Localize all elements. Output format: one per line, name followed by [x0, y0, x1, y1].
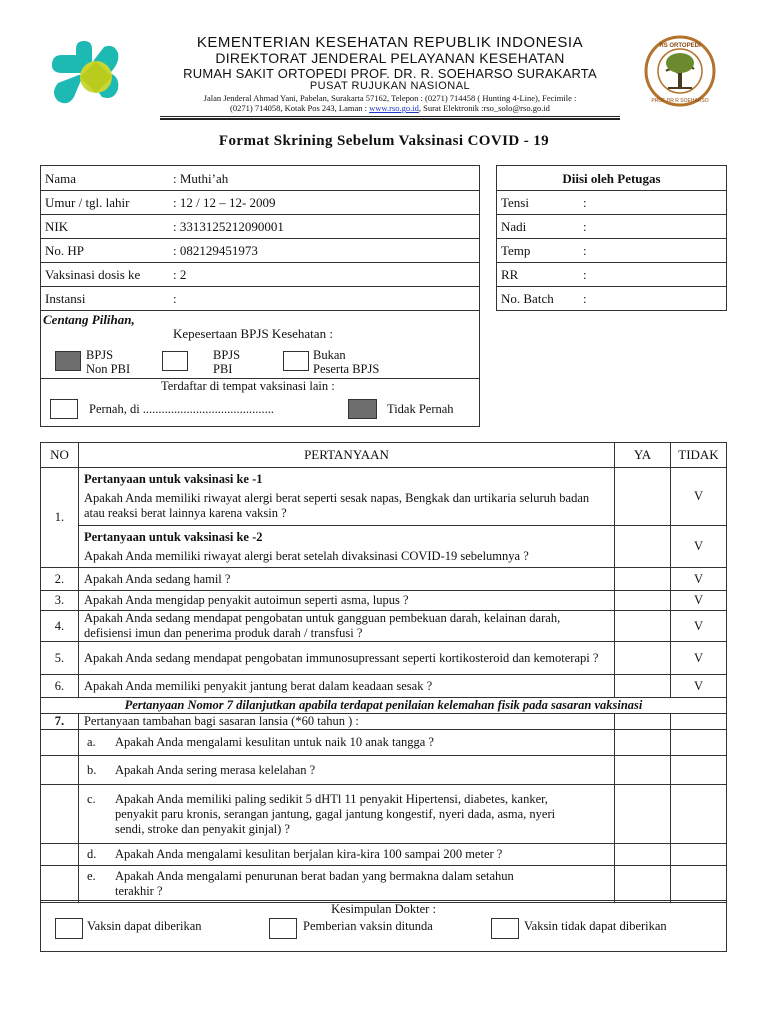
value-nadi: :: [583, 219, 587, 234]
question-cell: b. Apakah Anda sering merasa kelelahan ?: [78, 756, 614, 785]
question-cell: Pertanyaan untuk vaksinasi ke -2 Apakah Anda memiliki riwayat alergi berat setelah divaksinasi COVID-19 sebelumnya ?: [78, 526, 614, 568]
answer-tidak[interactable]: [670, 714, 726, 730]
label-nik: NIK: [45, 219, 69, 234]
answer-tidak[interactable]: V: [670, 468, 726, 526]
vaksin-ditunda-checkbox[interactable]: [269, 918, 297, 939]
answer-tidak[interactable]: [670, 730, 726, 756]
answer-ya[interactable]: [615, 866, 671, 903]
row-number: 1.: [41, 468, 79, 568]
table-row: [41, 844, 727, 866]
row-number: 7.: [41, 714, 79, 730]
table-row: [41, 568, 727, 591]
tidak-pernah-label: Tidak Pernah: [387, 402, 454, 416]
answer-tidak[interactable]: V: [670, 642, 726, 675]
table-row: [41, 675, 727, 698]
header-ya: YA: [615, 443, 671, 468]
question-cell: Apakah Anda mengidap penyakit autoimun seperti asma, lupus ?: [78, 591, 614, 611]
question-cell: Apakah Anda sedang mendapat pengobatan immunosupressant seperti kortikosteroid dan kemoterapi ?: [78, 642, 614, 675]
answer-tidak[interactable]: [670, 844, 726, 866]
label-rr: RR: [501, 267, 519, 282]
row-number: [41, 730, 79, 756]
answer-ya[interactable]: [615, 591, 671, 611]
terdaftar-label: Terdaftar di tempat vaksinasi lain :: [161, 379, 335, 393]
value-rr: :: [583, 267, 587, 282]
value-batch: :: [583, 291, 587, 306]
ministry-logo: [44, 33, 124, 113]
table-row: [41, 756, 727, 785]
hospital-name: RUMAH SAKIT ORTOPEDI PROF. DR. R. SOEHARSO SURAKARTA: [183, 66, 597, 81]
label-temp: Temp: [501, 243, 531, 258]
label-tensi: Tensi: [501, 195, 529, 210]
conclusion-title: Kesimpulan Dokter :: [331, 902, 436, 916]
pernah-checkbox[interactable]: [50, 399, 78, 419]
table-row: [41, 714, 727, 730]
answer-ya[interactable]: [615, 468, 671, 526]
question-cell: d. Apakah Anda mengalami kesulitan berjalan kira-kira 100 sampai 200 meter ?: [78, 844, 614, 866]
vaksin-diberikan-label: Vaksin dapat diberikan: [87, 919, 202, 933]
value-tensi: :: [583, 195, 587, 210]
answer-ya[interactable]: [615, 714, 671, 730]
label-hp: No. HP: [45, 243, 85, 258]
table-row: [41, 591, 727, 611]
value-instansi: :: [173, 291, 177, 306]
row-number: 4.: [41, 611, 79, 642]
header-tidak: TIDAK: [670, 443, 726, 468]
row-number: [41, 756, 79, 785]
hospital-seal: [644, 35, 716, 107]
label-batch: No. Batch: [501, 291, 554, 306]
table-row: [41, 642, 727, 675]
answer-ya[interactable]: [615, 642, 671, 675]
row-number: 3.: [41, 591, 79, 611]
petugas-title: Diisi oleh Petugas: [562, 171, 661, 186]
tidak-pernah-checkbox[interactable]: [348, 399, 377, 419]
row-number: [41, 785, 79, 844]
bukan-bpjs-label: Bukan Peserta BPJS: [313, 348, 380, 376]
answer-ya[interactable]: [615, 756, 671, 785]
answer-ya[interactable]: [615, 611, 671, 642]
answer-tidak[interactable]: V: [670, 568, 726, 591]
seal-text-top: RS ORTOPEDI: [659, 43, 701, 49]
row-number: 6.: [41, 675, 79, 698]
conclusion-box: [40, 900, 727, 952]
ministry-name: KEMENTERIAN KESEHATAN REPUBLIK INDONESIA: [196, 34, 584, 51]
answer-tidak[interactable]: V: [670, 526, 726, 568]
row-number: 5.: [41, 642, 79, 675]
table-row: [41, 730, 727, 756]
question-cell: a. Apakah Anda mengalami kesulitan untuk naik 10 anak tangga ?: [78, 730, 614, 756]
hospital-tagline: PUSAT RUJUKAN NASIONAL: [309, 80, 471, 92]
vaksin-ditunda-label: Pemberian vaksin ditunda: [303, 919, 433, 933]
answer-tidak[interactable]: V: [670, 591, 726, 611]
answer-ya[interactable]: [615, 730, 671, 756]
table-header-row: [41, 443, 727, 468]
seal-text-bottom: PROF DR R SOEHARSO: [651, 98, 709, 104]
row-number: [41, 844, 79, 866]
patient-info-box: [40, 165, 480, 427]
question-cell: c. Apakah Anda memiliki paling sedikit 5 dHTl 11 penyakit Hipertensi, diabetes, kanker, penyakit paru kronis, serangan jantung, gagal jantung kongestif, nyeri dada, asma, nyeri sendi, stroke dan penyakit ginjal) ?: [78, 785, 614, 844]
address-line-1: Jalan Jenderal Ahmad Yani, Pabelan, Surakarta 57162, Telepon : (0271) 714458 ( Hunting 4-Line), Fecimile :: [203, 93, 577, 103]
table-row: [41, 468, 727, 526]
label-dosis: Vaksinasi dosis ke: [45, 267, 141, 282]
table-row: [41, 785, 727, 844]
bpjs-non-pbi-checkbox[interactable]: [55, 351, 81, 371]
vaksin-diberikan-checkbox[interactable]: [55, 918, 83, 939]
answer-tidak[interactable]: V: [670, 611, 726, 642]
address-line-2: (0271) 714058, Kotak Pos 243, Laman : www.rso.go.id, Surat Elektronik :rso_solo@rso.go.id: [230, 103, 550, 113]
screening-table: [40, 442, 727, 903]
value-dosis: : 2: [173, 267, 187, 282]
question-cell: Apakah Anda sedang hamil ?: [78, 568, 614, 591]
answer-ya[interactable]: [615, 675, 671, 698]
label-nama: Nama: [45, 171, 77, 186]
bukan-bpjs-checkbox[interactable]: [283, 351, 309, 371]
value-umur: : 12 / 12 – 12- 2009: [173, 195, 276, 210]
answer-ya[interactable]: [615, 526, 671, 568]
row-number: 2.: [41, 568, 79, 591]
value-hp: : 082129451973: [173, 243, 258, 258]
answer-tidak[interactable]: [670, 756, 726, 785]
bpjs-title: Kepesertaan BPJS Kesehatan :: [173, 326, 333, 341]
value-nik: : 3313125212090001: [173, 219, 284, 234]
value-temp: :: [583, 243, 587, 258]
question-cell: Pertanyaan untuk vaksinasi ke -1 Apakah Anda memiliki riwayat alergi berat seperti sesak napas, Bengkak dan urtikaria seluruh badan atau reaksi berat lainnya karena vaksin ?: [78, 468, 614, 526]
value-nama: : Muthi’ah: [173, 171, 229, 186]
note-row: [41, 698, 727, 714]
bpjs-non-pbi-label: BPJS Non PBI: [86, 348, 131, 376]
label-instansi: Instansi: [45, 291, 86, 306]
question-cell: e. Apakah Anda mengalami penurunan berat badan yang bermakna dalam setahun terakhir ?: [78, 866, 614, 903]
answer-tidak[interactable]: V: [670, 675, 726, 698]
answer-ya[interactable]: [615, 844, 671, 866]
bpjs-pbi-label: BPJS PBI: [213, 348, 241, 376]
vaksin-tidak-diberikan-label: Vaksin tidak dapat diberikan: [524, 919, 667, 933]
question-cell: Apakah Anda sedang mendapat pengobatan untuk gangguan pembekuan darah, kelainan darah, defisiensi imun dan penerima produk darah / transfusi ?: [78, 611, 614, 642]
answer-ya[interactable]: [615, 785, 671, 844]
petugas-box: [496, 165, 727, 311]
form-title: Format Skrining Sebelum Vaksinasi COVID - 19: [218, 133, 550, 149]
vaksin-tidak-diberikan-checkbox[interactable]: [491, 918, 519, 939]
centang-label: Centang Pilihan,: [43, 312, 135, 327]
table-row: [41, 526, 727, 568]
label-nadi: Nadi: [501, 219, 527, 234]
answer-tidak[interactable]: [670, 785, 726, 844]
table-row: [41, 611, 727, 642]
bpjs-pbi-checkbox[interactable]: [162, 351, 188, 371]
directorate-name: DIREKTORAT JENDERAL PELAYANAN KESEHATAN: [215, 50, 565, 66]
header-rule-thick: [160, 118, 620, 120]
question-cell: Pertanyaan tambahan bagi sasaran lansia (*60 tahun ) :: [78, 714, 614, 730]
website-link[interactable]: www.rso.go.id: [369, 103, 419, 113]
pernah-label: Pernah, di ..........................................: [89, 402, 275, 416]
header-rule: [160, 116, 620, 117]
question-cell: Apakah Anda memiliki penyakit jantung berat dalam keadaan sesak ?: [78, 675, 614, 698]
note-text: Pertanyaan Nomor 7 dilanjutkan apabila terdapat penilaian kelemahan fisik pada sasaran vaksinasi: [41, 698, 727, 714]
label-umur: Umur / tgl. lahir: [45, 195, 130, 210]
answer-tidak[interactable]: [670, 866, 726, 903]
table-row: [41, 866, 727, 903]
header-no: NO: [41, 443, 79, 468]
header-pertanyaan: PERTANYAAN: [78, 443, 614, 468]
row-number: [41, 866, 79, 903]
answer-ya[interactable]: [615, 568, 671, 591]
